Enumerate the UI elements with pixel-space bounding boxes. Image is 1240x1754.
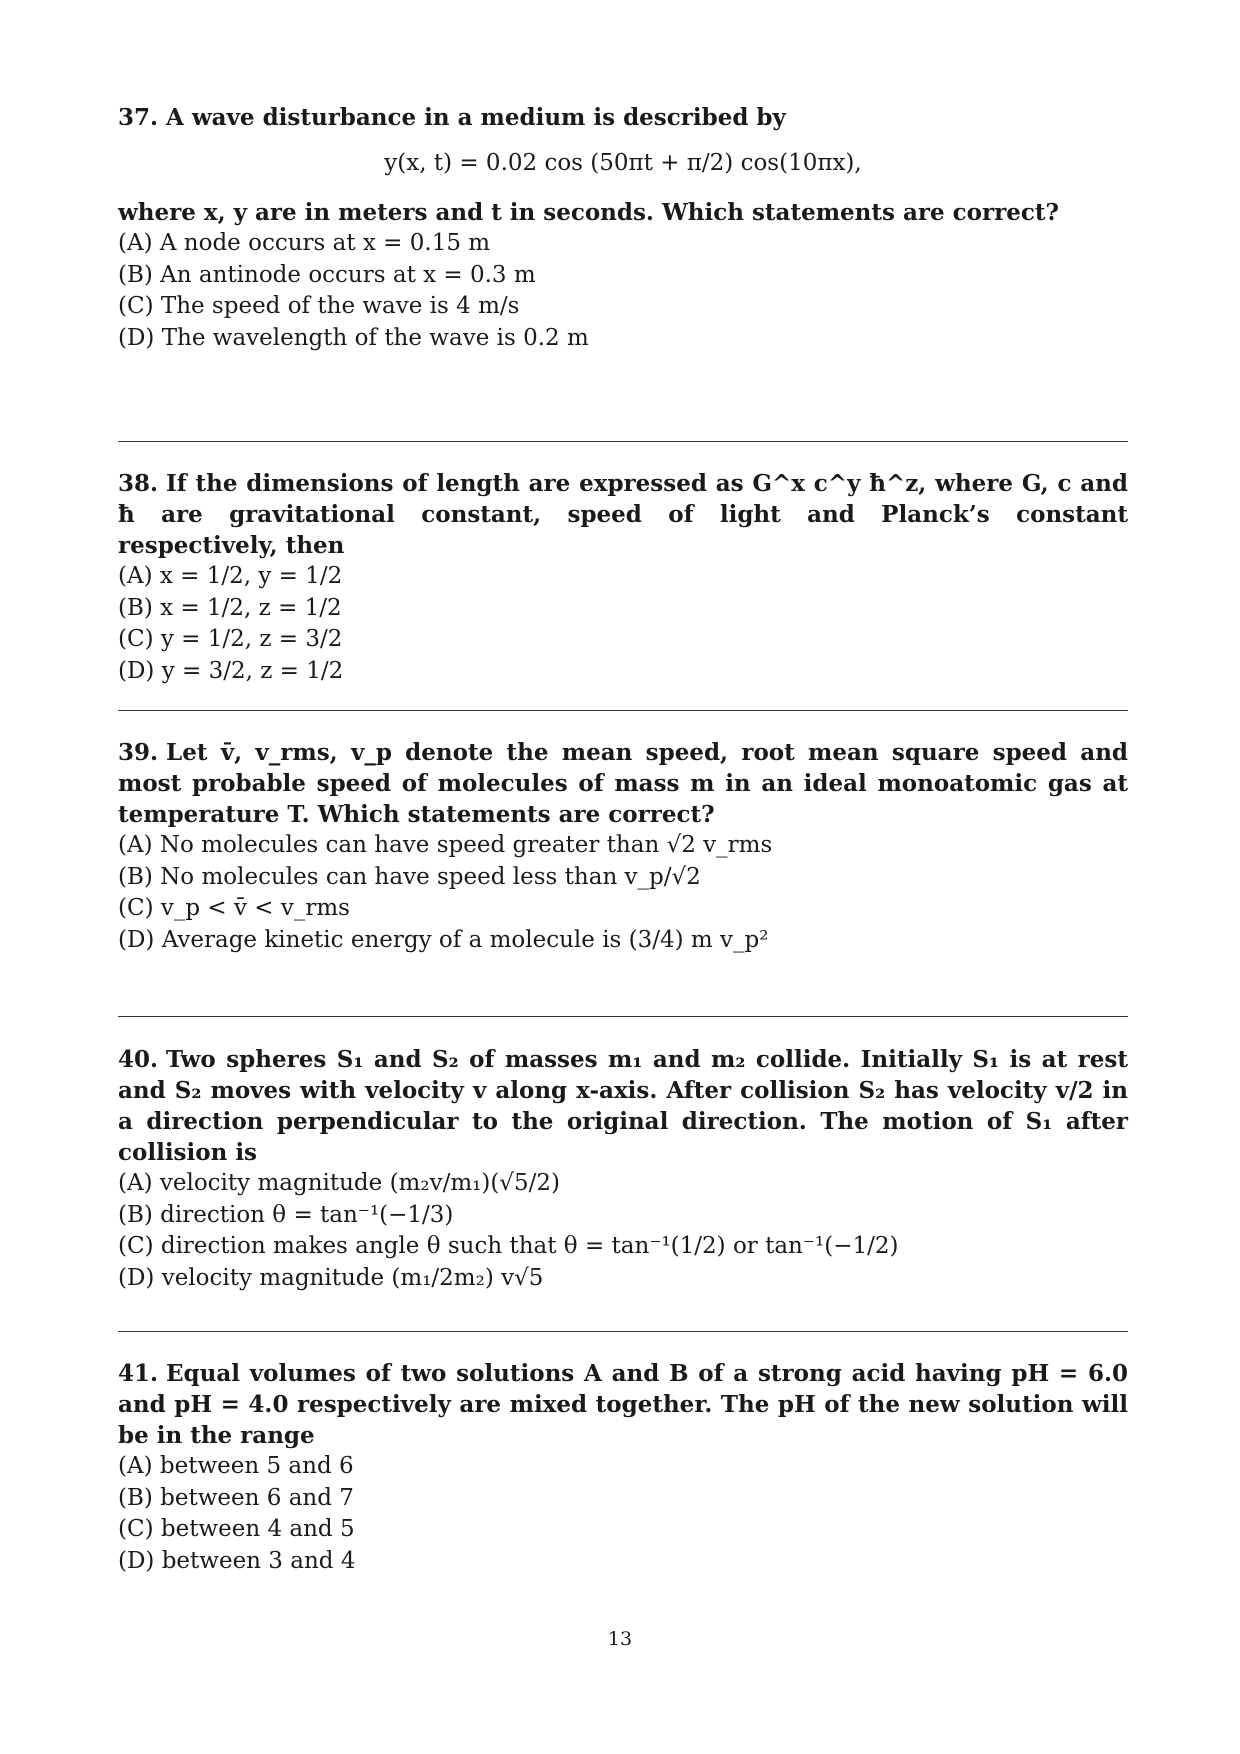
option-a[interactable]: (A) x = 1/2, y = 1/2: [118, 563, 343, 589]
question-40-stem: [118, 1044, 1128, 1168]
question-number: 40.: [118, 1046, 159, 1073]
question-37-stem-continued: where x, y are in meters and t in seconds. Which statements are correct?: [118, 199, 1059, 226]
option-d[interactable]: (D) y = 3/2, z = 1/2: [118, 657, 344, 684]
question-39: [118, 737, 1128, 956]
divider: [118, 1016, 1128, 1017]
option-c[interactable]: (C) direction makes angle θ such that θ = tan⁻¹(1/2) or tan⁻¹(−1/2): [118, 1233, 899, 1259]
question-38-stem: [118, 468, 1128, 561]
question-text: If the dimensions of length are expressed as G^x c^y ħ^z, where G, c and ħ are gravitational constant, speed of light and Planck’s constant respectively, then: [118, 470, 1128, 559]
option-b[interactable]: (B) An antinode occurs at x = 0.3 m: [118, 261, 536, 288]
divider: [118, 1331, 1128, 1332]
option-a[interactable]: (A) No molecules can have speed greater than √2 v_rms: [118, 832, 773, 858]
question-41: [118, 1358, 1128, 1577]
option-c[interactable]: (C) The speed of the wave is 4 m/s: [118, 293, 520, 319]
question-number: 38.: [118, 470, 159, 497]
divider: [118, 710, 1128, 711]
question-37-equation: y(x, t) = 0.02 cos (50πt + π/2) cos(10πx),: [384, 150, 862, 176]
option-b[interactable]: (B) between 6 and 7: [118, 1484, 354, 1511]
question-number: 41.: [118, 1360, 159, 1387]
option-a[interactable]: (A) between 5 and 6: [118, 1453, 354, 1479]
question-text: A wave disturbance in a medium is described by: [166, 104, 786, 131]
option-d[interactable]: (D) The wavelength of the wave is 0.2 m: [118, 324, 589, 351]
question-41-stem: [118, 1358, 1128, 1451]
option-b[interactable]: (B) x = 1/2, z = 1/2: [118, 594, 342, 621]
option-a[interactable]: (A) A node occurs at x = 0.15 m: [118, 230, 491, 256]
question-37: [118, 102, 1128, 354]
question-text: Two spheres S₁ and S₂ of masses m₁ and m₂ collide. Initially S₁ is at rest and S₂ moves with velocity v along x-axis. After collision S₂ has velocity v/2 in a direction perpendicular to the original direction. The motion of S₁ after collision is: [118, 1046, 1128, 1166]
option-d[interactable]: (D) Average kinetic energy of a molecule is (3/4) m v_p²: [118, 926, 769, 953]
option-b[interactable]: (B) No molecules can have speed less than v_p/√2: [118, 863, 701, 890]
question-number: 37.: [118, 104, 159, 131]
divider: [118, 441, 1128, 442]
question-text: Equal volumes of two solutions A and B of a strong acid having pH = 6.0 and pH = 4.0 respectively are mixed together. The pH of the new solution will be in the range: [118, 1360, 1128, 1449]
option-b[interactable]: (B) direction θ = tan⁻¹(−1/3): [118, 1201, 454, 1228]
option-d[interactable]: (D) between 3 and 4: [118, 1547, 356, 1574]
question-number: 39.: [118, 739, 159, 766]
question-37-stem: [118, 102, 1128, 133]
page-number: 13: [607, 1628, 633, 1650]
option-c[interactable]: (C) y = 1/2, z = 3/2: [118, 626, 343, 652]
question-text: Let v̄, v_rms, v_p denote the mean speed, root mean square speed and most probable speed of molecules of mass m in an ideal monoatomic gas at temperature T. Which statements are correct?: [118, 739, 1128, 828]
question-38: [118, 468, 1128, 687]
option-c[interactable]: (C) between 4 and 5: [118, 1516, 355, 1542]
option-c[interactable]: (C) v_p < v̄ < v_rms: [118, 895, 350, 921]
question-39-stem: [118, 737, 1128, 830]
option-a[interactable]: (A) velocity magnitude (m₂v/m₁)(√5/2): [118, 1170, 560, 1196]
option-d[interactable]: (D) velocity magnitude (m₁/2m₂) v√5: [118, 1264, 544, 1291]
question-40: [118, 1044, 1128, 1294]
